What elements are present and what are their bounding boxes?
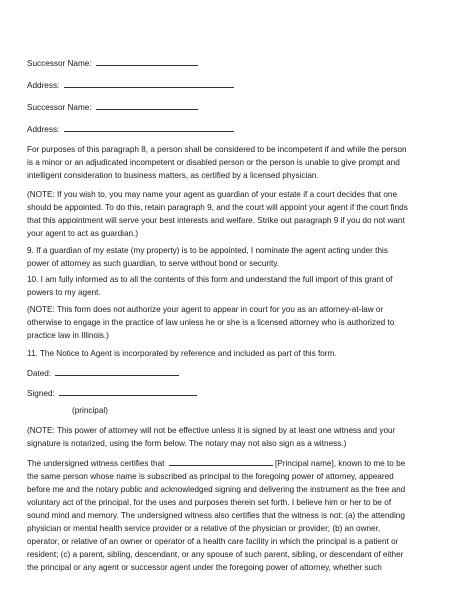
paragraph-line: the principal or any agent or successor agent under the foregoing power of attorney, whether such xyxy=(27,563,382,572)
paragraph-line: should be appointed. To do this, retain paragraph 9, and the court will appoint your agent if the court finds xyxy=(27,203,408,212)
successor-name-blank[interactable] xyxy=(96,101,198,110)
successor-name-field-1 xyxy=(27,57,198,69)
paragraph-line: the same person whose name is subscribed as principal to the foregoing power of attorney, appeared xyxy=(27,472,394,481)
paragraph-line: sound mind and memory. The undersigned witness also certifies that the witness is not: (a) the attending xyxy=(27,511,405,520)
paragraph-line: For purposes of this paragraph 8, a person shall be considered to be incompetent if and while the person xyxy=(27,145,407,154)
paragraph-line: that this appointment will serve your best interests and welfare. Strike out paragraph 9 if you do not want xyxy=(27,216,405,225)
paragraph-line: resident; (c) a parent, sibling, descendant, or any spouse of such parent, sibling, or descendant of either xyxy=(27,550,404,559)
signature-blank[interactable] xyxy=(59,387,197,396)
successor-name-label: Successor Name: xyxy=(27,59,92,68)
address-label: Address: xyxy=(27,125,60,134)
paragraph-line: physician or mental health service provider or a relative of the physician or provider; (b) an owner, xyxy=(27,524,381,533)
paragraph-line: intelligent consideration to business matters, as certified by a licensed physician. xyxy=(27,171,319,180)
principal-name-bracket: [Principal name], known to me to be xyxy=(275,459,406,468)
paragraph-line: (NOTE: If you wish to, you may name your agent as guardian of your estate if a court decides that one xyxy=(27,190,397,199)
paragraph-incompetent xyxy=(27,143,452,182)
paragraph-line: (NOTE: This form does not authorize your agent to appear in court for you as an attorney-at-law or xyxy=(27,305,384,314)
signed-label: Signed: xyxy=(27,389,55,398)
paragraph-line: 10. I am fully informed as to all the contents of this form and understand the full import of this grant of xyxy=(27,275,393,284)
paragraph-line: signature is notarized, using the form below. The notary may not also sign as a witness.) xyxy=(27,439,347,448)
paragraph-line: practice law in Illinois.) xyxy=(27,331,109,340)
successor-name-label: Successor Name: xyxy=(27,103,92,112)
address-field-2 xyxy=(27,123,234,135)
paragraph-line: your agent to act as guardian.) xyxy=(27,229,139,238)
principal-name-blank[interactable] xyxy=(169,457,273,466)
address-blank[interactable] xyxy=(64,123,234,132)
paragraph-9 xyxy=(27,244,452,270)
paragraph-line: 11. The Notice to Agent is incorporated by reference and included as part of this form. xyxy=(27,349,337,358)
paragraph-line: before me and the notary public and acknowledged signing and delivering the instrument as the free and xyxy=(27,485,406,494)
successor-name-field-2 xyxy=(27,101,198,113)
note-witness xyxy=(27,424,452,450)
address-field-1 xyxy=(27,79,234,91)
witness-lead-text: The undersigned witness certifies that xyxy=(27,459,165,468)
paragraph-line: voluntary act of the principal, for the uses and purposes therein set forth. I believe him or her to be of xyxy=(27,498,392,507)
paragraph-line: powers to my agent. xyxy=(27,288,101,297)
paragraph-11 xyxy=(27,347,452,360)
paragraph-line: otherwise to engage in the practice of law unless he or she is a licensed attorney who is authorized to xyxy=(27,318,395,327)
dated-label: Dated: xyxy=(27,369,52,378)
signed-field xyxy=(27,387,197,399)
paragraph-line: (NOTE: This power of attorney will not be effective unless it is signed by at least one witness and your xyxy=(27,426,396,435)
paragraph-10 xyxy=(27,273,452,299)
note-guardian xyxy=(27,188,452,240)
address-blank[interactable] xyxy=(64,79,234,88)
witness-first-line xyxy=(27,457,452,470)
principal-caption xyxy=(72,405,108,416)
paragraph-line: is a minor or an adjudicated incompetent or disabled person or the person is unable to give prompt and xyxy=(27,158,400,167)
successor-name-blank[interactable] xyxy=(96,57,198,66)
paragraph-line: 9. If a guardian of my estate (my property) is to be appointed, I nominate the agent acting under this xyxy=(27,246,388,255)
dated-field xyxy=(27,367,179,379)
paragraph-line: power of attorney as such guardian, to serve without bond or security. xyxy=(27,259,279,268)
paragraph-line: operator, or relative of an owner or operator of a health care facility in which the principal is a patient or xyxy=(27,537,399,546)
principal-label: (principal) xyxy=(72,406,108,415)
note-attorney xyxy=(27,303,452,342)
dated-blank[interactable] xyxy=(55,367,179,376)
address-label: Address: xyxy=(27,81,60,90)
witness-certification xyxy=(27,457,452,574)
